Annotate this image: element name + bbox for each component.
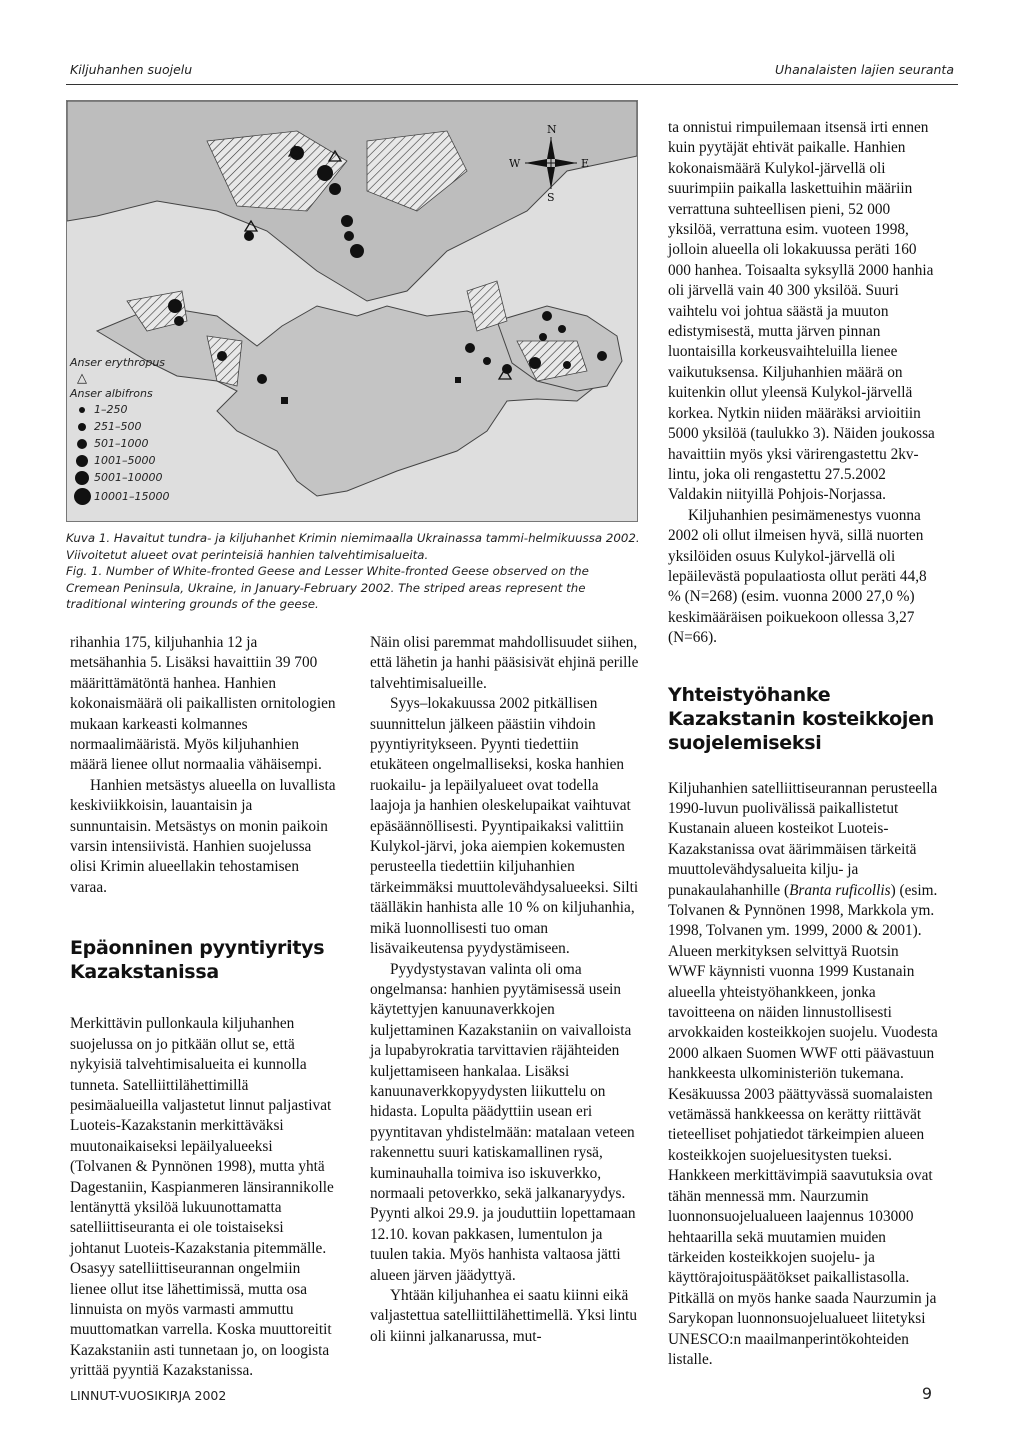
column-left	[70, 633, 336, 1382]
paragraph: Syys–lokakuussa 2002 pitkällisen suunnittelun jälkeen päästiin vihdoin pyyntiyritykseen. Pyynti tiedettiin etukäteen ongelmalliseksi, koska hanhien ruokailu- ja lepäilyalueet ovat todella laajoja ja hanhien oleskelupaikat vaihtuvat epäsäännöllisesti. Pyyntipaikaksi valittiin Kulykol-järvi, joka aiempien kokemusten perusteella tiedettiin kiljuhanhien tärkeimmäksi muuttolevähdysalueeksi. Silti täälläkin hanhista alle 10 % on kiljuhanhia, mikä luonnollisesti tuo oman lisävaikeutensa pyydystämiseen.	[370, 695, 639, 958]
legend-range: 10001–15000	[94, 489, 170, 503]
text-run: Kiljuhanhien satelliittiseurannan perusteella 1990-luvun puolivälissä paikallistetut Kustanain alueen kosteikot Luoteis-Kazakstanissa ovat äärimmäisen tärkeitä muuttolevähdysalueita kilju- ja punakaulahanhille (	[668, 779, 938, 899]
legend-row	[70, 401, 270, 418]
observation-dot	[563, 361, 571, 369]
compass-west: W	[509, 157, 521, 170]
observation-dot	[483, 357, 491, 365]
triangle-icon: △	[77, 371, 87, 386]
caption-finnish: Kuva 1. Havaitut tundra- ja kiljuhanhet Krimin niemimaalla Ukrainassa tammi-helmikuussa 2002. Viivoitetut alueet ovat perinteisiä hanhien talvehtimisalueita.	[66, 531, 640, 562]
paragraph: Hanhien metsästys alueella on luvallista keskiviikkoisin, lauantaisin ja sunnuntaisin. Metsästys on monin paikoin varsin intensiivistä. Hanhien suojelussa olisi Krimin alueellakin tehostamisen varaa.	[70, 776, 336, 896]
section-heading: Epäonninen pyyntiyritys Kazakstanissa	[70, 937, 325, 984]
caption-english: Fig. 1. Number of White-fronted Geese and Lesser White-fronted Geese observed on the Cremean Peninsula, Ukraine, in January-February 2002. The striped areas represent the traditional wintering grounds of the geese.	[66, 564, 589, 611]
legend-range: 1001–5000	[94, 454, 156, 467]
paragraph: Kiljuhanhien pesimämenestys vuonna 2002 oli ollut ilmeisen hyvä, sillä nuorten yksilöiden osuus Kulykol-järvellä oli lepäilevästä populaatiosta ollut peräti 44,8 % (N=268) (esim. vuonna 2000 27,0 %) keskimääräisen poikuekoon ollessa 3,27 (N=66).	[668, 506, 927, 647]
observation-dot	[344, 231, 354, 241]
compass-north: N	[547, 123, 557, 136]
observation-dot	[329, 183, 341, 195]
header-rule	[66, 84, 958, 85]
size-dot-icon	[77, 439, 87, 449]
page-number: 9	[921, 1384, 932, 1403]
figure-caption	[66, 530, 640, 613]
observation-dot	[539, 333, 547, 341]
observation-dot	[168, 299, 182, 313]
column-middle	[370, 633, 640, 1347]
running-head-left: Kiljuhanhen suojelu	[70, 62, 193, 77]
observation-dot	[465, 343, 475, 353]
legend-row	[70, 418, 270, 435]
observation-dot	[597, 351, 607, 361]
legend-row	[70, 435, 270, 452]
running-head-right: Uhanalaisten lajien seuranta	[775, 62, 954, 77]
legend-species1: Anser erythropus	[70, 356, 166, 369]
compass-south: S	[547, 191, 555, 204]
size-dot-icon	[76, 455, 88, 467]
legend-row	[70, 452, 270, 469]
map-legend	[70, 356, 270, 506]
observation-square	[455, 377, 461, 383]
legend-range: 1–250	[94, 403, 128, 416]
observation-dot	[341, 215, 353, 227]
observation-dot	[542, 311, 552, 321]
observation-square	[281, 397, 288, 404]
observation-dot	[317, 165, 333, 181]
legend-range: 501–1000	[94, 437, 149, 450]
legend-row	[70, 469, 270, 486]
observation-dot	[244, 231, 254, 241]
size-dot-icon	[74, 488, 91, 505]
legend-row	[70, 486, 270, 506]
observation-dot	[529, 357, 541, 369]
column-right	[668, 118, 938, 1370]
paragraph: rihanhia 175, kiljuhanhia 12 ja metsähanhia 5. Lisäksi havaittiin 39 700 määrittämätöntä hanhea. Hanhien kokonaismäärä oli paikallisten ornitologien mukaan karkeasti kolmannes normaalimääristä. Myös kiljuhanhien määrä lienee ollut normaalia vähäisempi.	[70, 634, 336, 774]
journal-footer: LINNUT-VUOSIKIRJA 2002	[70, 1388, 227, 1403]
legend-triangle-row	[70, 370, 270, 387]
paragraph	[668, 779, 938, 1371]
paragraph: Näin olisi paremmat mahdollisuudet siihen, että lähetin ja hanhi pääsisivät ehjinä perille talvehtimisalueille.	[370, 634, 639, 692]
size-dot-icon	[79, 407, 85, 413]
paragraph: Pyydystystavan valinta oli oma ongelmansa: hanhien pyytämisessä usein käytettyjen kanuunaverkkojen kuljettaminen Kazakstaniin on vaivalloista ja lupabyrokratia tarvittavien räjähteiden kuljettamiseen hankalaa. Lisäksi kanuunaverkkopyydysten liikuttelu on hidasta. Lopulta päädyttiin usean eri pyyntitavan yhdistelmään: matalaan veteen rakennettu suuri katiskamallinen rysä, kuminauhalla toimiva iso iskuverkko, normaali petoverkko, sekä jalkanaryydys. Pyynti alkoi 29.9. ja jouduttiin lopettamaan 12.10. kovan pakkasen, lumentulon ja tuulen takia. Myös hanhista valtaosa jätti alueen järven jäädyttyä.	[370, 960, 636, 1284]
legend-range: 5001–10000	[94, 471, 163, 484]
section-heading: Yhteistyöhanke Kazakstanin kosteikkojen suojelemiseksi	[668, 683, 934, 754]
paragraph: ta onnistui rimpuilemaan itsensä irti ennen kuin pyytäjät ehtivät paikalle. Hanhien kokonaismäärä Kulykol-järvellä oli suurimpiin paikalla laskettuihin määriin verrattuna suhteellisen pieni, 52 000 yksilöä, verrattuna esim. vuoteen 1998, jolloin alueella oli lokakuussa peräti 160 000 hanhea. Toisaalta syksyllä 2000 hanhia oli järvellä vain 40 300 yksilöä. Suuri vaihtelu voi johtua säästä ja muuton edistymisestä, mutta järven pinnan luontaisilla korkeusvaihteluilla lienee vaikutuksensa. Kiljuhanhien määrä on kuitenkin ollut yleensä Kulykol-järvellä korkea. Nytkin niiden määräksi arvioitiin 5000 yksilöä (taulukko 3). Näiden joukossa havaittiin myös yksi värirengastettu 2kv-lintu, joka oli rengastettu 27.5.2002 Valdakin niityillä Pohjois-Norjassa.	[668, 119, 935, 504]
text-run: ) (esim. Tolvanen & Pynnönen 1998, Markkola ym. 1998, Tolvanen ym. 1999, 2000 & 2001). Alueen merkityksen selvittyä Ruotsin WWF käynnisti vuonna 1999 Kustanain alueella yhteistyöhankkeen, jonka tavoitteena on näiden linnustollisesti arvokkaiden kosteikkojen suojelu. Vuodesta 2000 alkaen Suomen WWF otti päävastuun hankkeesta ulkoministeriön tukemana. Kesäkuussa 2003 päättyvässä suomalaisten vetämässä hankkeessa on kerätty riittävät tieteelliset pohjatiedot tärkeimpien alueen kosteikkojen suojeluesitysten tueksi. Hankkeen merkittävimpiä saavutuksia ovat tähän mennessä mm. Naurzumin luonnonsuojelualueen laajennus 103000 hehtaarilla sekä muutamien muiden tärkeiden kosteikkojen suojelu- ja käyttörajoituspäätökset paikallistasolla. Pitkällä on myös hanke saada Naurzumin ja Sarykopan luonnonsuojelualueet liitetyksi UNESCO:n maailmanperintökohteiden listalle.	[668, 881, 938, 1368]
compass-east: E	[581, 157, 590, 170]
paragraph: Merkittävin pullonkaula kiljuhanhen suojelussa on jo pitkään ollut se, että nykyisiä talvehtimisalueita ei kunnolla tunneta. Satelliittilähettimillä pesimäalueilla valjastetut linnut paljastivat Luoteis-Kazakstanin merkittäväksi muutonaikaiseksi lepäilyalueeksi (Tolvanen & Pynnönen 1998), mutta yhtä Dagestaniin, Kaspianmeren länsirannikolle lentänyttä yksilöä lukuunottamatta satelliittiseuranta ei ole toistaiseksi johtanut Luoteis-Kazakstania pitemmälle. Osasyy satelliittiseurannan ongelmiin lienee ollut itse lähettimissä, mutta osa linnuista on myös varmasti ammuttu muuttomatkan varrella. Koska muuttoreitit Kazakstaniin asti tunnetaan jo, on loogista yrittää pyyntiä Kazakstanissa.	[70, 1015, 334, 1380]
legend-range: 251–500	[94, 420, 142, 433]
observation-dot	[174, 316, 184, 326]
paragraph: Yhtään kiljuhanhea ei saatu kiinni eikä valjastettua satelliittilähettimellä. Yksi lintu oli kiinni jalkanarussa, mut-	[370, 1287, 638, 1345]
observation-dot	[558, 325, 566, 333]
observation-dot	[350, 244, 364, 258]
species-name: Branta ruficollis	[789, 881, 891, 899]
size-dot-icon	[75, 471, 89, 485]
legend-species2: Anser albifrons	[70, 387, 153, 400]
size-dot-icon	[78, 423, 86, 431]
